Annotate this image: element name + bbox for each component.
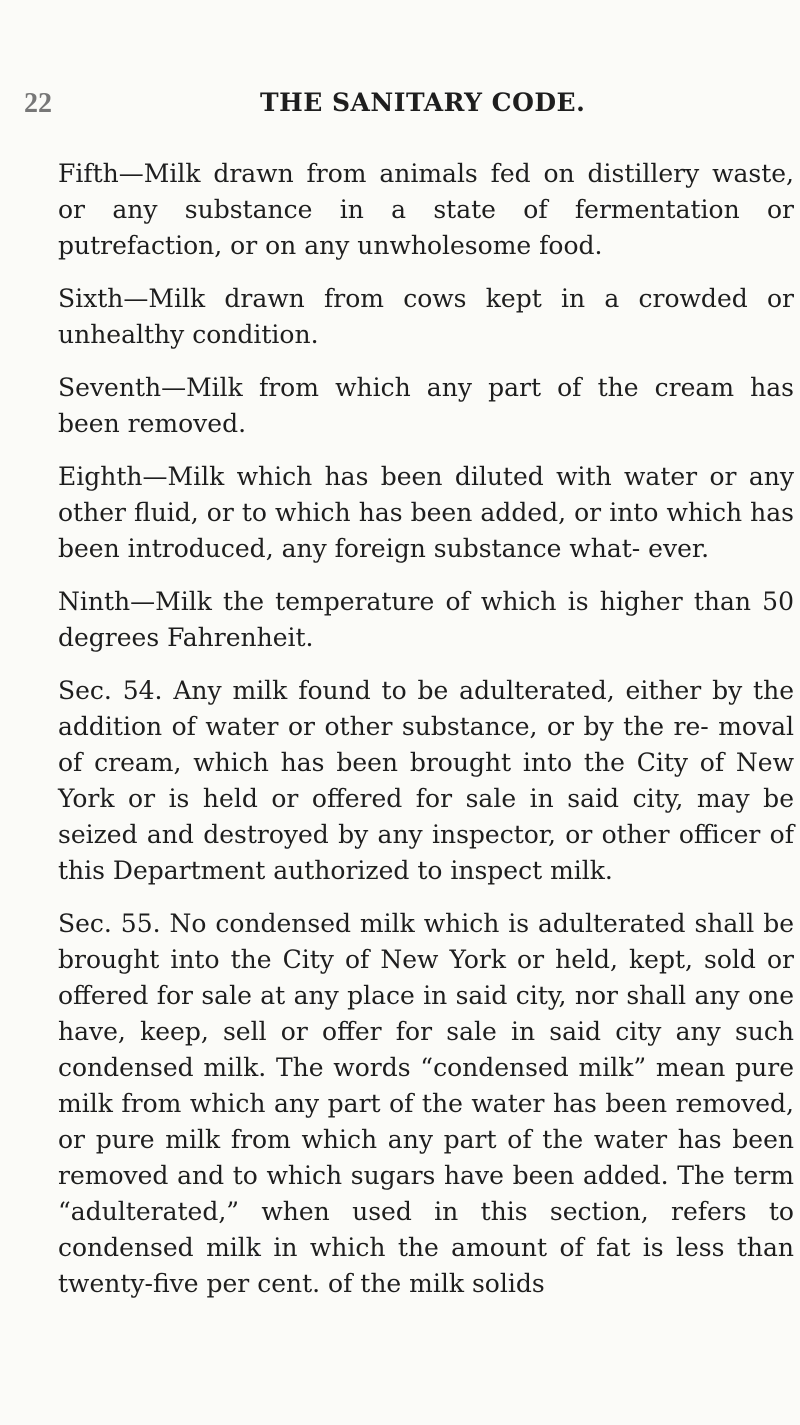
page-header	[24, 88, 798, 128]
page-number: 22	[24, 88, 52, 119]
paragraph-seventh: Seventh—Milk from which any part of the cream has been removed.	[58, 373, 794, 438]
document-page	[24, 88, 798, 1319]
paragraph-sixth: Sixth—Milk drawn from cows kept in a crowded or unhealthy condition.	[58, 284, 794, 349]
paragraph-eighth: Eighth—Milk which has been diluted with water or any other fluid, or to which has been added, or into which has been introduced, any foreign substance what- ever.	[58, 462, 794, 563]
running-title: THE SANITARY CODE.	[260, 88, 586, 117]
paragraph-fifth: Fifth—Milk drawn from animals fed on distillery waste, or any substance in a state of fermentation or putrefaction, or on any unwholesome food.	[58, 159, 794, 260]
paragraph-ninth: Ninth—Milk the temperature of which is higher than 50 degrees Fahrenheit.	[58, 587, 794, 652]
paragraph-sec-54: Sec. 54. Any milk found to be adulterated, either by the addition of water or other substance, or by the re- moval of cream, which has been brought into the City of New York or is held or offered for sale in said city, may be seized and destroyed by any inspector, or other officer of this Department authorized to inspect milk.	[58, 676, 794, 885]
paragraph-sec-55: Sec. 55. No condensed milk which is adulterated shall be brought into the City of New York or held, kept, sold or offered for sale at any place in said city, nor shall any one have, keep, sell or offer for sale in said city any such condensed milk. The words “condensed milk” mean pure milk from which any part of the water has been removed, or pure milk from which any part of the water has been removed and to which sugars have been added. The term “adulterated,” when used in this section, refers to condensed milk in which the amount of fat is less than twenty-five per cent. of the milk solids	[58, 909, 794, 1298]
